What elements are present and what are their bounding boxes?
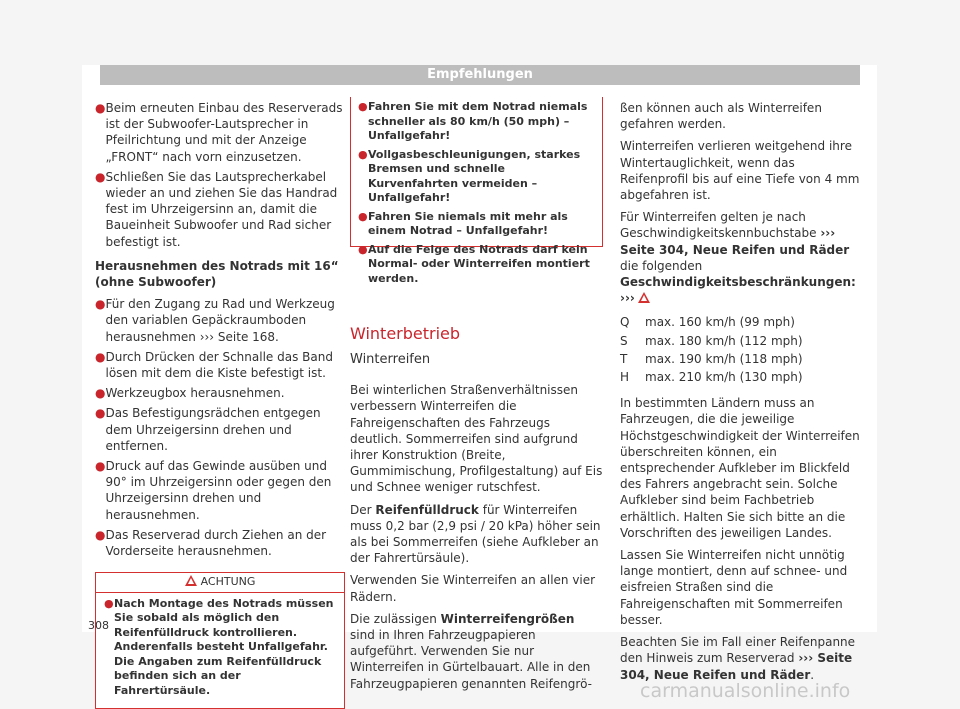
list-item: ● Schließen Sie das Lautsprecherkabel wieder an und ziehen Sie das Handrad fest im Uhrzeigersinn an, damit die Baueinheit Subwoofer und Rad sicher befestigt ist.	[95, 169, 338, 249]
bullet-icon: ●	[358, 242, 368, 256]
section-subtitle: Winterreifen	[350, 352, 431, 367]
paragraph: Für Winterreifen gelten je nach Geschwindigkeitskennbuchstabe ››› Seite 304, Neue Reifen und Räder die folgenden Geschwindigkeitsbeschränkungen: ›››	[620, 210, 856, 306]
paragraph: Lassen Sie Winterreifen nicht unnötig lange montiert, denn auf schnee- und eisfreien Straßen sind die Fahreigenschaften mit Sommerreifen besser.	[620, 548, 848, 627]
page-number: 308	[88, 619, 109, 632]
subheading: Herausnehmen des Notrads mit 16“ (ohne Subwoofer)	[95, 258, 339, 290]
speed-table	[620, 314, 803, 387]
bullet-icon: ●	[358, 100, 368, 113]
bullet-icon: ●	[95, 169, 106, 184]
bullet-icon: ●	[95, 386, 106, 401]
paragraph: Der Reifenfülldruck für Winterreifen muss 0,2 bar (2,9 psi / 20 kPa) höher sein als bei Sommerreifen (siehe Aufkleber an der Fahrertürsäule).	[350, 502, 601, 566]
paragraph: Die zulässigen Winterreifengrößen sind in Ihren Fahrzeugpapieren aufgeführt. Verwenden Sie nur Winterreifen in Gürtelbauart. Alle in den Fahrzeugpapieren genannten Reifengrö-	[350, 611, 592, 691]
list-item: ● Werkzeugbox herausnehmen.	[95, 386, 285, 401]
bullet-icon: ●	[95, 297, 106, 312]
warning-continued-body	[350, 100, 603, 286]
paragraph: Verwenden Sie Winterreifen an allen vier Rädern.	[350, 573, 596, 604]
column-right	[620, 100, 860, 689]
paragraph: ßen können auch als Winterreifen gefahren werden.	[620, 101, 822, 132]
paragraph: Winterreifen verlieren weitgehend ihre Wintertauglichkeit, wenn das Reifenprofil bis auf eine Tiefe von 4 mm abgefahren ist.	[620, 139, 860, 203]
column-left	[95, 100, 345, 709]
paragraph: In bestimmten Ländern muss an Fahrzeugen, die die jeweilige Höchstgeschwindigkeit der Winterreifen überschreiten können, ein entsprechender Aufkleber im Blickfeld des Fahrers angebracht sein. Solche Aufkleber sind beim Fachbetrieb erhältlich. Halten Sie sich bitte an die Vorschriften des jeweiligen Landes.	[620, 396, 860, 540]
bullet-icon: ●	[95, 459, 106, 474]
page-reference-link[interactable]: ››› Seite 304, Neue Reifen und Räder	[620, 226, 850, 257]
column-middle	[350, 100, 603, 698]
paragraph: Bei winterlichen Straßenverhältnissen verbessern Winterreifen die Fahreigenschaften des Fahrzeugs deutlich. Sommerreifen sind aufgrund ihrer Konstruktion (Breite, Gummimischung, Profilgestaltung) auf Eis und Schnee weniger rutschfest.	[350, 383, 603, 495]
list-item: ● Druck auf das Gewinde ausüben und 90° im Uhrzeigersinn oder gegen den Uhrzeigersinn drehen und herausnehmen.	[95, 459, 332, 522]
section-title: Winterbetrieb	[350, 324, 461, 343]
list-item: ● Auf die Felge des Notrads darf kein Normal- oder Winterreifen montiert werden.	[358, 242, 590, 285]
list-item: ● Für den Zugang zu Rad und Werkzeug den variablen Gepäckraumboden herausnehmen ››› Seite 168.	[95, 297, 335, 344]
table-row: Q max. 160 km/h (99 mph)	[620, 315, 795, 330]
list-item: ● Nach Montage des Notrads müssen Sie sobald als möglich den Reifenfülldruck kontrollieren. Anderenfalls besteht Unfallgefahr. Die Angaben zum Reifenfülldruck befinden sich an der Fahrertürsäule.	[104, 596, 334, 697]
watermark: carmanualsonline.info	[640, 680, 851, 702]
table-row: H max. 210 km/h (130 mph)	[620, 370, 803, 385]
bullet-icon: ●	[95, 349, 106, 364]
list-item: ● Das Befestigungsrädchen entgegen dem Uhrzeigersinn drehen und entfernen.	[95, 406, 321, 453]
warning-box	[95, 572, 345, 709]
bullet-icon: ●	[358, 147, 368, 161]
table-row: T max. 190 km/h (118 mph)	[620, 351, 803, 366]
bullet-icon: ●	[95, 406, 106, 421]
warning-icon	[185, 575, 197, 586]
bullet-icon: ●	[95, 527, 106, 542]
list-item: ● Durch Drücken der Schnalle das Band lösen mit dem die Kiste befestigt ist.	[95, 349, 333, 381]
bullet-icon: ●	[95, 101, 106, 115]
bullet-icon: ●	[104, 596, 114, 610]
list-item: ● Beim erneuten Einbau des Reserverads ist der Subwoofer-Lautsprecher in Pfeilrichtung und mit der Anzeige „FRONT“ nach vorn einzusetzen.	[95, 101, 343, 164]
paragraph: Beachten Sie im Fall einer Reifenpanne den Hinweis zum Reserverad ››› Seite 304, Neue Reifen und Räder.	[620, 635, 856, 682]
table-row: S max. 180 km/h (112 mph)	[620, 333, 803, 348]
list-item: ● Fahren Sie mit dem Notrad niemals schneller als 80 km/h (50 mph) – Unfallgefahr!	[358, 100, 588, 142]
list-item: ● Fahren Sie niemals mit mehr als einem Notrad – Unfallgefahr!	[358, 209, 568, 237]
page-reference-link[interactable]: ››› Seite 304, Neue Reifen und Räder	[620, 651, 853, 682]
page-header: Empfehlungen	[100, 65, 860, 85]
list-item: ● Das Reserverad durch Ziehen an der Vorderseite herausnehmen.	[95, 527, 327, 559]
warning-header: ACHTUNG	[96, 573, 344, 593]
warning-icon	[638, 292, 650, 303]
list-item: ● Vollgasbeschleunigungen, starkes Bremsen und schnelle Kurvenfahrten vermeiden – Unfallgefahr!	[358, 147, 581, 204]
bullet-icon: ●	[358, 209, 368, 223]
warning-body	[96, 593, 344, 709]
